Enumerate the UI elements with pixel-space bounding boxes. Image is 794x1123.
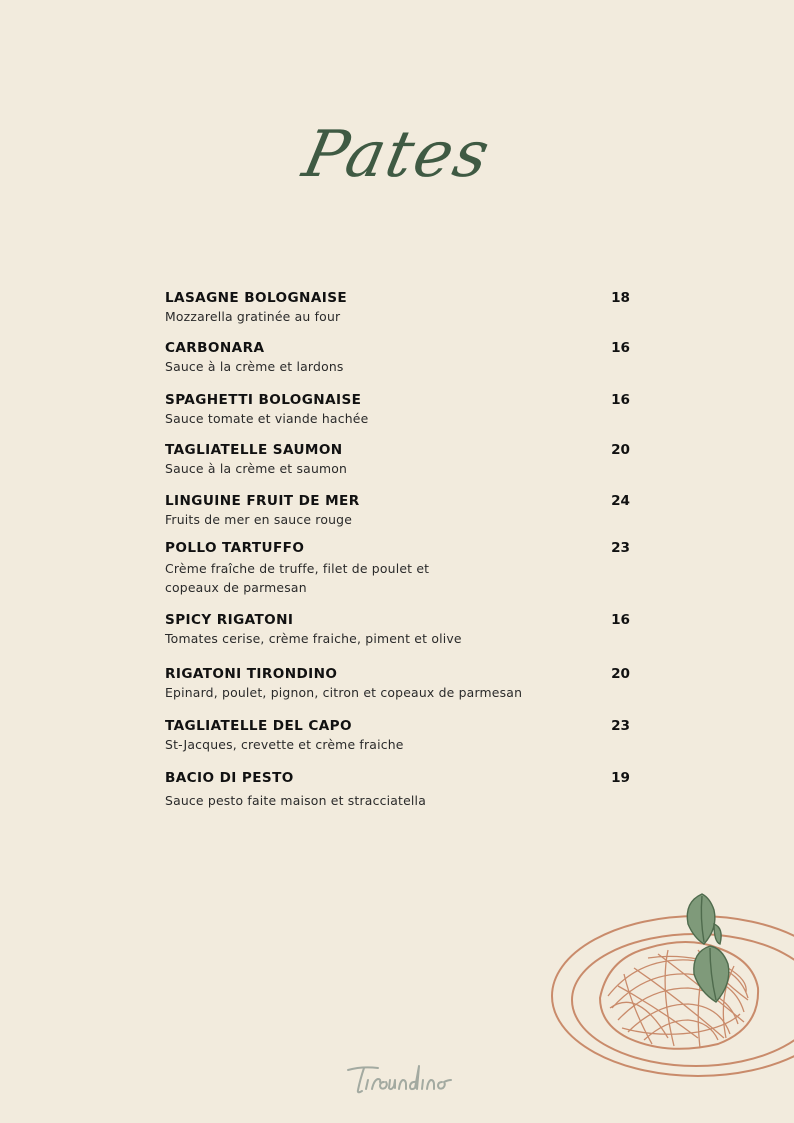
item-price: 23 bbox=[611, 540, 630, 556]
item-description: St-Jacques, crevette et crème fraiche bbox=[165, 737, 404, 752]
menu-item bbox=[165, 442, 630, 477]
item-name: SPAGHETTI BOLOGNAISE bbox=[165, 392, 362, 408]
item-description: Sauce tomate et viande hachée bbox=[165, 411, 369, 426]
item-price: 23 bbox=[611, 718, 630, 734]
menu-item bbox=[165, 666, 630, 701]
item-name: LASAGNE BOLOGNAISE bbox=[165, 290, 348, 306]
item-description: Epinard, poulet, pignon, citron et copeaux de parmesan bbox=[165, 685, 523, 700]
menu-item bbox=[165, 612, 630, 647]
item-description: Sauce pesto faite maison et stracciatella bbox=[165, 793, 426, 808]
item-price: 16 bbox=[611, 612, 630, 628]
item-description: Tomates cerise, crème fraiche, piment et olive bbox=[165, 631, 462, 646]
item-name: LINGUINE FRUIT DE MER bbox=[165, 493, 360, 509]
signature-logo bbox=[344, 1058, 454, 1098]
item-description: Mozzarella gratinée au four bbox=[165, 309, 341, 324]
item-name: SPICY RIGATONI bbox=[165, 612, 294, 628]
item-description: Sauce à la crème et saumon bbox=[165, 461, 348, 476]
menu-item bbox=[165, 493, 630, 528]
menu-item bbox=[165, 340, 630, 375]
menu-item bbox=[165, 540, 630, 596]
menu-item bbox=[165, 290, 630, 325]
item-description-line2: copeaux de parmesan bbox=[165, 580, 307, 595]
menu-item bbox=[165, 392, 630, 427]
item-price: 16 bbox=[611, 392, 630, 408]
item-name: POLLO TARTUFFO bbox=[165, 540, 305, 556]
item-price: 18 bbox=[611, 290, 630, 306]
item-price: 16 bbox=[611, 340, 630, 356]
item-description: Sauce à la crème et lardons bbox=[165, 359, 344, 374]
item-name: CARBONARA bbox=[165, 340, 265, 356]
item-price: 20 bbox=[611, 442, 630, 458]
item-description: Fruits de mer en sauce rouge bbox=[165, 512, 353, 527]
item-name: RIGATONI TIRONDINO bbox=[165, 666, 338, 682]
item-price: 24 bbox=[611, 493, 630, 509]
page-title: Pates bbox=[296, 118, 498, 192]
item-price: 20 bbox=[611, 666, 630, 682]
item-description: Crème fraîche de truffe, filet de poulet et bbox=[165, 561, 430, 576]
item-name: TAGLIATELLE SAUMON bbox=[165, 442, 343, 458]
menu-item bbox=[165, 718, 630, 753]
menu-item bbox=[165, 770, 630, 809]
item-name: TAGLIATELLE DEL CAPO bbox=[165, 718, 352, 734]
item-price: 19 bbox=[611, 770, 630, 786]
item-name: BACIO DI PESTO bbox=[165, 770, 294, 786]
pasta-plate-illustration bbox=[548, 888, 794, 1088]
